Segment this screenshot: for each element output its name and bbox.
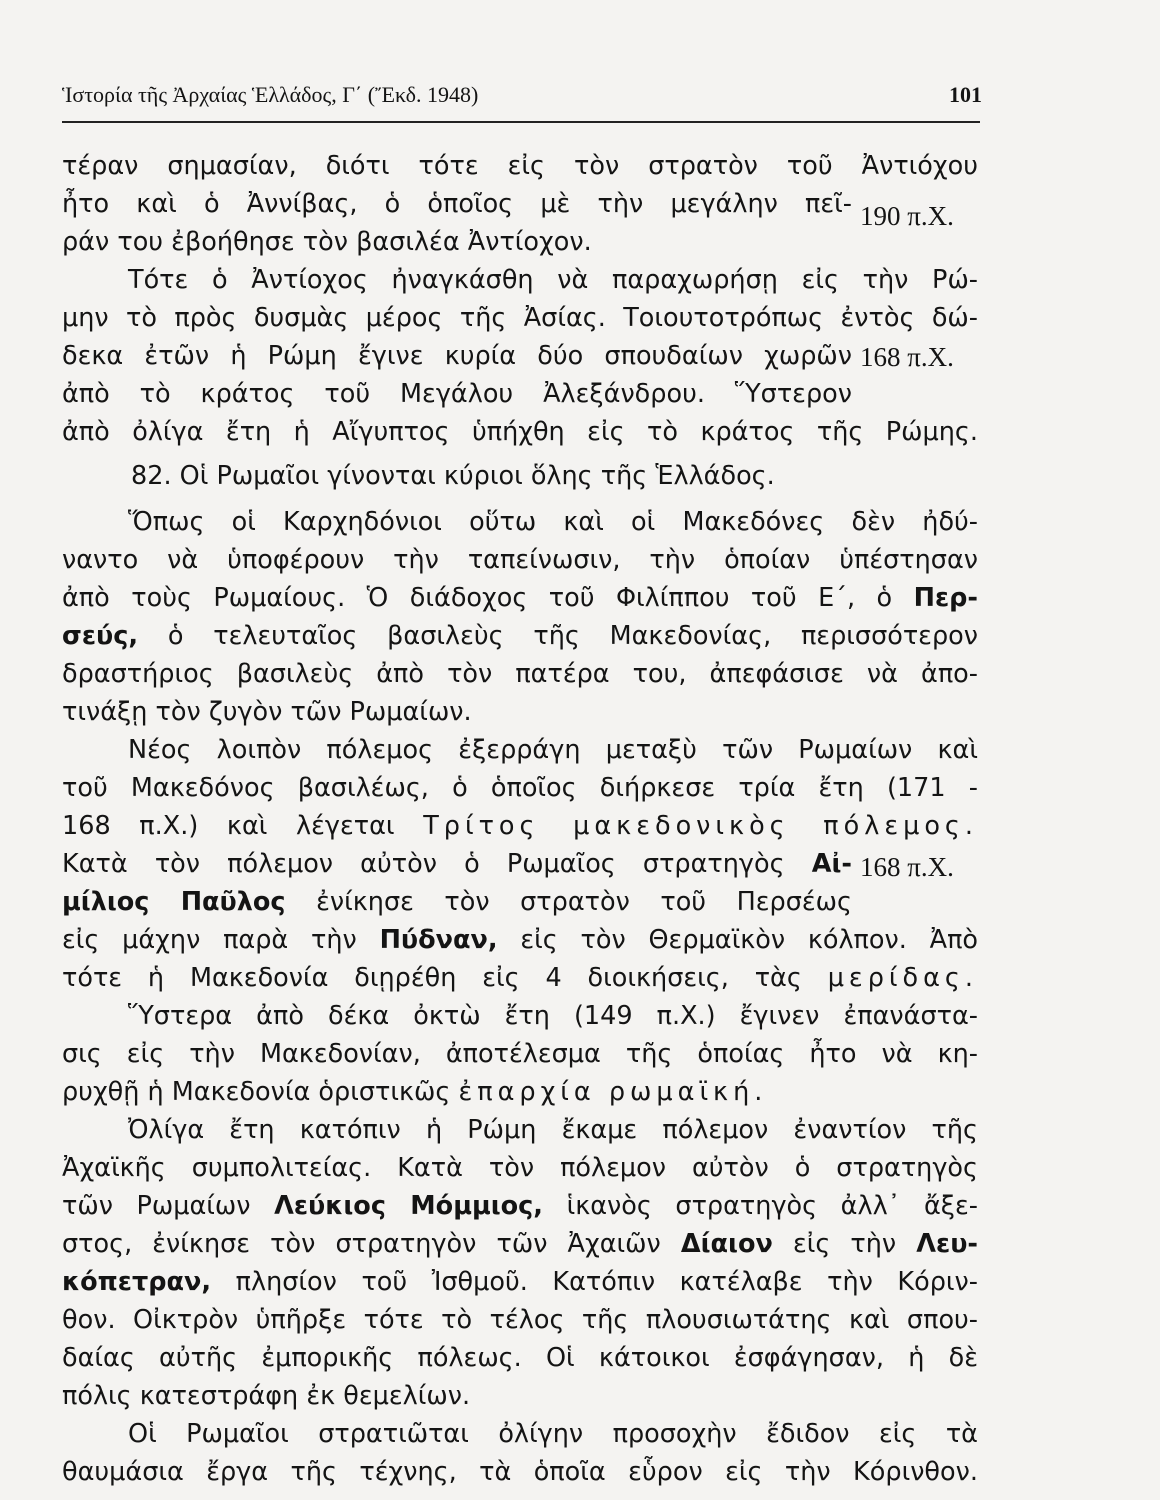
text-line: σις εἰς τὴν Μακεδονίαν, ἀποτέλεσμα τῆς ὁποίας ἦτο νὰ κη- [62, 1039, 978, 1069]
text-line [62, 1186, 978, 1226]
page-number: 101 [949, 82, 982, 107]
text-line [62, 844, 852, 884]
text-line [62, 1072, 767, 1112]
text-line: Ὅπως οἱ Καρχηδόνιοι οὕτω καὶ οἱ Μακεδόνες δὲν ἠδύ- [128, 507, 978, 537]
running-header [62, 82, 982, 108]
text-line: πόλις κατεστράφη ἐκ θεμελίων. [62, 1381, 471, 1411]
spaced-term: ἐπαρχία ρωμαϊκή. [458, 1077, 768, 1107]
bold-name: Δίαιον [680, 1229, 773, 1259]
text-line: Νέος λοιπὸν πόλεμος ἐξερράγη μεταξὺ τῶν Ρωμαίων καὶ [128, 735, 978, 765]
text-line: ἀπὸ τὸ κράτος τοῦ Μεγάλου Ἀλεξάνδρου. Ὕστερον [62, 379, 852, 409]
text-line: τινάξῃ τὸν ζυγὸν τῶν Ρωμαίων. [62, 697, 472, 727]
text-span: ἐνίκησε τὸν στρατὸν τοῦ Περσέως [316, 887, 852, 917]
text-span: εἰς τὴν [792, 1229, 897, 1259]
text-span: Κατὰ τὸν πόλεμον αὐτὸν ὁ Ρωμαῖος στρατηγὸς [62, 849, 785, 879]
text-line: Οἱ Ρωμαῖοι στρατιῶται ὀλίγην προσοχὴν ἔδιδον εἰς τὰ [128, 1419, 978, 1449]
text-line [62, 1262, 978, 1302]
spaced-term: Τρίτος μακεδονικὸς πόλεμος. [423, 811, 978, 841]
text-line: ναντο νὰ ὑποφέρουν τὴν ταπείνωσιν, τὴν ὁποίαν ὑπέστησαν [62, 545, 978, 575]
bold-name: Περ- [913, 583, 979, 613]
text-line: δαίας αὐτῆς ἐμπορικῆς πόλεως. Οἱ κάτοικοι ἐσφάγησαν, ἡ δὲ [62, 1343, 978, 1373]
margin-date: 190 π.Χ. [860, 201, 954, 231]
text-line [62, 806, 978, 846]
text-line: ἦτο καὶ ὁ Ἀννίβας, ὁ ὁποῖος μὲ τὴν μεγάλην πεῖ- [62, 189, 852, 219]
bold-name: κόπετραν, [62, 1267, 212, 1297]
text-line: Ὕστερα ἀπὸ δέκα ὀκτὼ ἔτη (149 π.Χ.) ἔγινεν ἐπανάστα- [128, 1001, 978, 1031]
header-rule [62, 121, 980, 123]
text-line [62, 578, 978, 618]
bold-name: Πύδναν, [379, 925, 498, 955]
text-line [62, 958, 978, 998]
text-line: δεκα ἐτῶν ἡ Ρώμη ἔγινε κυρία δύο σπουδαίων χωρῶν [62, 341, 852, 371]
text-line [62, 920, 978, 960]
bold-name: σεύς, [62, 621, 139, 651]
text-span: εἰς τὸν Θερμαϊκὸν κόλπον. Ἀπὸ [520, 925, 979, 955]
text-line: Ὀλίγα ἔτη κατόπιν ἡ Ρώμη ἔκαμε πόλεμον ἐναντίον τῆς [128, 1115, 978, 1145]
text-span: ρυχθῇ ἡ Μακεδονία ὁριστικῶς [62, 1077, 451, 1107]
running-title: Ἱστορία τῆς Ἀρχαίας Ἑλλάδος, Γ΄ (Ἔκδ. 1948) [62, 82, 479, 107]
text-span: ὁ τελευταῖος βασιλεὺς τῆς Μακεδονίας, περισσότερον [167, 621, 979, 651]
text-line: Ἀχαϊκῆς συμπολιτείας. Κατὰ τὸν πόλεμον αὐτὸν ὁ στρατηγὸς [62, 1153, 978, 1183]
text-line: τέραν σημασίαν, διότι τότε εἰς τὸν στρατὸν τοῦ Ἀντιόχου [62, 151, 978, 181]
bold-name: Αἰ- [811, 849, 852, 879]
text-line: δραστήριος βασιλεὺς ἀπὸ τὸν πατέρα του, ἀπεφάσισε νὰ ἀπο- [62, 659, 978, 689]
text-span: στος, ἐνίκησε τὸν στρατηγὸν τῶν Ἀχαιῶν [62, 1229, 661, 1259]
text-line [62, 616, 978, 656]
bold-name: μίλιος Παῦλος [62, 887, 286, 917]
text-span: ἱκανὸς στρατηγὸς ἀλλ᾽ ἄξε- [566, 1191, 979, 1221]
bold-name: Λευ- [916, 1229, 979, 1259]
bold-name: Λεύκιος Μόμμιος, [274, 1191, 543, 1221]
text-span: τότε ἡ Μακεδονία διῃρέθη εἰς 4 διοικήσεις, τὰς [62, 963, 802, 993]
text-span: ἀπὸ τοὺς Ρωμαίους. Ὁ διάδοχος τοῦ Φιλίππου τοῦ Ε΄, ὁ [62, 583, 893, 613]
text-line: Τότε ὁ Ἀντίοχος ἠναγκάσθη νὰ παραχωρήσῃ εἰς τὴν Ρώ- [128, 265, 978, 295]
text-line: τοῦ Μακεδόνος βασιλέως, ὁ ὁποῖος διήρκεσε τρία ἔτη (171 - [62, 773, 978, 803]
text-line: μην τὸ πρὸς δυσμὰς μέρος τῆς Ἀσίας. Τοιουτοτρόπως ἐντὸς δώ- [62, 303, 978, 333]
margin-date: 168 π.Χ. [860, 342, 954, 372]
text-line [62, 882, 852, 922]
text-line: θαυμάσια ἔργα τῆς τέχνης, τὰ ὁποῖα εὗρον εἰς τὴν Κόρινθον. [62, 1457, 978, 1487]
text-span: πλησίον τοῦ Ἰσθμοῦ. Κατόπιν κατέλαβε τὴν Κόριν- [235, 1267, 978, 1297]
text-span: 168 π.Χ.) καὶ λέγεται [62, 811, 395, 841]
text-span: τῶν Ρωμαίων [62, 1191, 251, 1221]
text-span: εἰς μάχην παρὰ τὴν [62, 925, 357, 955]
text-line: ράν του ἐβοήθησε τὸν βασιλέα Ἀντίοχον. [62, 227, 592, 257]
margin-date: 168 π.Χ. [860, 852, 954, 882]
section-heading: 82. Οἱ Ρωμαῖοι γίνονται κύριοι ὅλης τῆς Ἑλλάδος. [131, 461, 775, 491]
text-line: θον. Οἰκτρὸν ὑπῆρξε τότε τὸ τέλος τῆς πλουσιωτάτης καὶ σπου- [62, 1305, 978, 1335]
text-line: ἀπὸ ὀλίγα ἔτη ἡ Αἴγυπτος ὑπήχθη εἰς τὸ κράτος τῆς Ρώμης. [62, 417, 978, 447]
spaced-term: μερίδας. [827, 963, 979, 993]
text-line [62, 1224, 978, 1264]
